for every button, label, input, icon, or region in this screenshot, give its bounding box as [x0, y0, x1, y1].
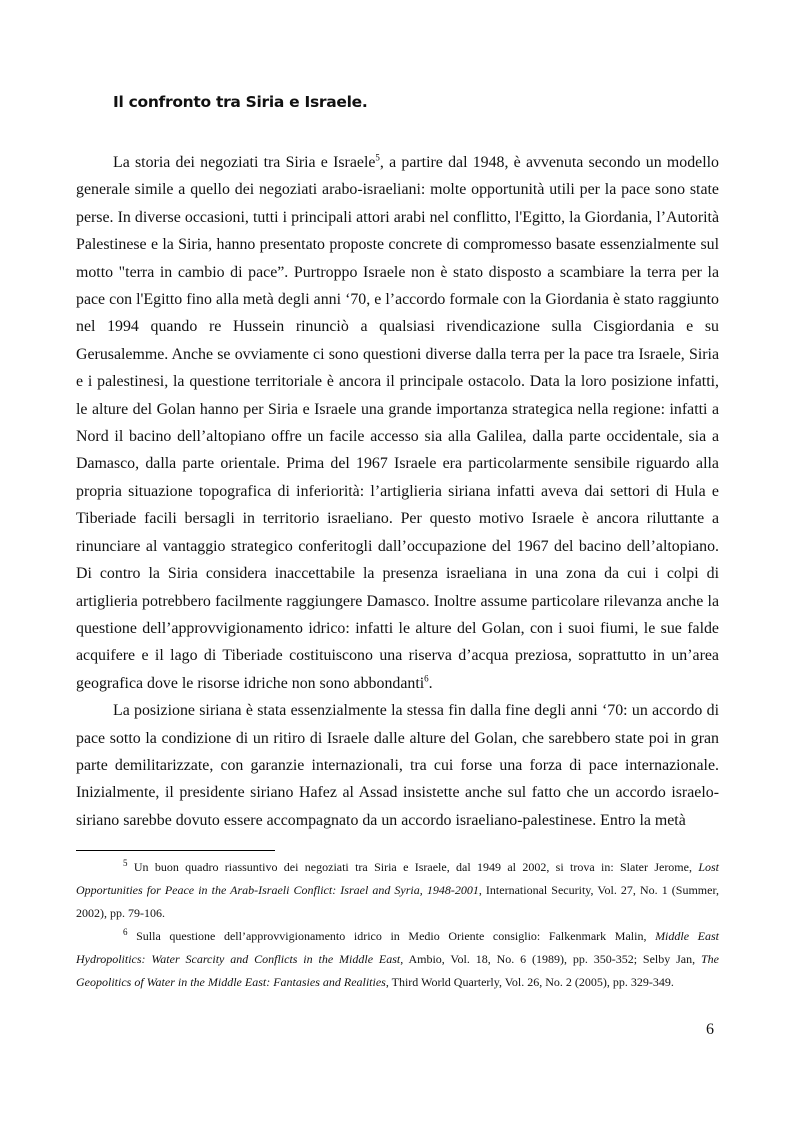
page-number: 6 [706, 1021, 714, 1038]
body-text [76, 149, 719, 834]
footnote-text: Sulla questione dell’approvvigionamento idrico in Medio Oriente consiglio: Falkenmark Malin, [127, 928, 656, 943]
footnote-number: 6 [123, 926, 128, 937]
footnote-title: The Geopolitics of Water in the Middle East: Fantasies and Realities [76, 951, 719, 989]
footnote-ref-6[interactable]: 6 [424, 673, 429, 684]
footnote-title: Lost Opportunities for Peace in the Arab-Israeli Conflict: Israel and Syria, 1948-2001 [76, 860, 719, 897]
paragraph-1 [76, 149, 719, 697]
footnote-ref-5[interactable]: 5 [375, 152, 380, 163]
footnotes [76, 856, 719, 993]
footnote-text: , International Security, Vol. 27, No. 1 (Summer, 2002), pp. 79-106. [76, 882, 719, 920]
paragraph-2: La posizione siriana è stata essenzialmente la stessa fin dalla fine degli anni ‘70: un accordo di pace sotto la condizione di un ritiro di Israele dalle alture del Golan, che sarebbero state poi in gran parte demilitarizzate, con garanzie internazionali, tra cui forse una forza di pace internazionale. Inizialmente, il presidente siriano Hafez al Assad insistette anche sul fatto che un accordo israelo-siriano sarebbe dovuto essere accompagnato da un accordo israeliano-palestinese. Entro la metà [76, 702, 719, 829]
footnote-title: Middle East Hydropolitics: Water Scarcity and Conflicts in the Middle East [76, 928, 719, 966]
footnote-separator [76, 850, 275, 851]
footnote-text: , Ambio, Vol. 18, No. 6 (1989), pp. 350-352; Selby Jan, [400, 951, 701, 966]
paragraph-1-start: La storia dei negoziati tra Siria e Israele [113, 154, 376, 171]
footnote-5 [76, 856, 719, 925]
section-heading: Il confronto tra Siria e Israele. [113, 93, 368, 111]
footnote-text: , Third World Quarterly, Vol. 26, No. 2 (2005), pp. 329-349. [385, 974, 674, 989]
footnote-number: 5 [123, 858, 128, 868]
paragraph-1-end: . [428, 674, 433, 692]
footnote-6 [76, 925, 719, 994]
footnote-text: Un buon quadro riassuntivo dei negoziati tra Siria e Israele, dal 1949 al 2002, si trova in: Slater Jerome, [127, 860, 699, 874]
paragraph-1-body: , a partire dal 1948, è avvenuta secondo un modello generale simile a quello dei negoziati arabo-israeliani: molte opportunità utili per la pace sono state perse. In diverse occasioni, tutti i principali attori arabi nel conflitto, l'Egitto, la Giordania, l’Autorità Palestinese e la Siria, hanno presentato proposte concrete di compromesso basate essenzialmente sul motto "terra in cambio di pace”. Purtroppo Israele non è stato disposto a scambiare la terra per la pace con l'Egitto fino alla metà degli anni ‘70, e l’accordo formale con la Giordania è stato raggiunto nel 1994 quando re Hussein rinunciò a qualsiasi rivendicazione sulla Cisgiordania e su Gerusalemme. Anche se ovviamente ci sono questioni diverse dalla terra per la pace tra Israele, Siria e i palestinesi, la questione territoriale è ancora il principale ostacolo. Data la loro posizione infatti, le alture del Golan hanno per Siria e Israele una grande importanza strategica nella regione: infatti a Nord il bacino dell’altopiano offre un facile accesso sia alla Galilea, dalla parte occidentale, sia a Damasco, dalla parte orientale. Prima del 1967 Israele era particolarmente sensibile riguardo alla propria situazione topografica di inferiorità: l’artiglieria siriana infatti aveva dai settori di Hula e Tiberiade facili bersagli in territorio israeliano. Per questo motivo Israele è ancora riluttante a rinunciare al vantaggio strategico conferitogli dall’occupazione del 1967 del bacino dell’altopiano. Di contro la Siria considera inaccettabile la presenza israeliana in una zona da cui i colpi di artiglieria potrebbero facilmente raggiungere Damasco. Inoltre assume particolare rilevanza anche la questione dell’approvvigionamento idrico: infatti le alture del Golan, con i suoi fiumi, le sue falde acquifere e il lago di Tiberiade costituiscono una riserva d’acqua preziosa, soprattutto in un’area geografica dove le risorse idriche non sono abbondanti [76, 154, 719, 692]
